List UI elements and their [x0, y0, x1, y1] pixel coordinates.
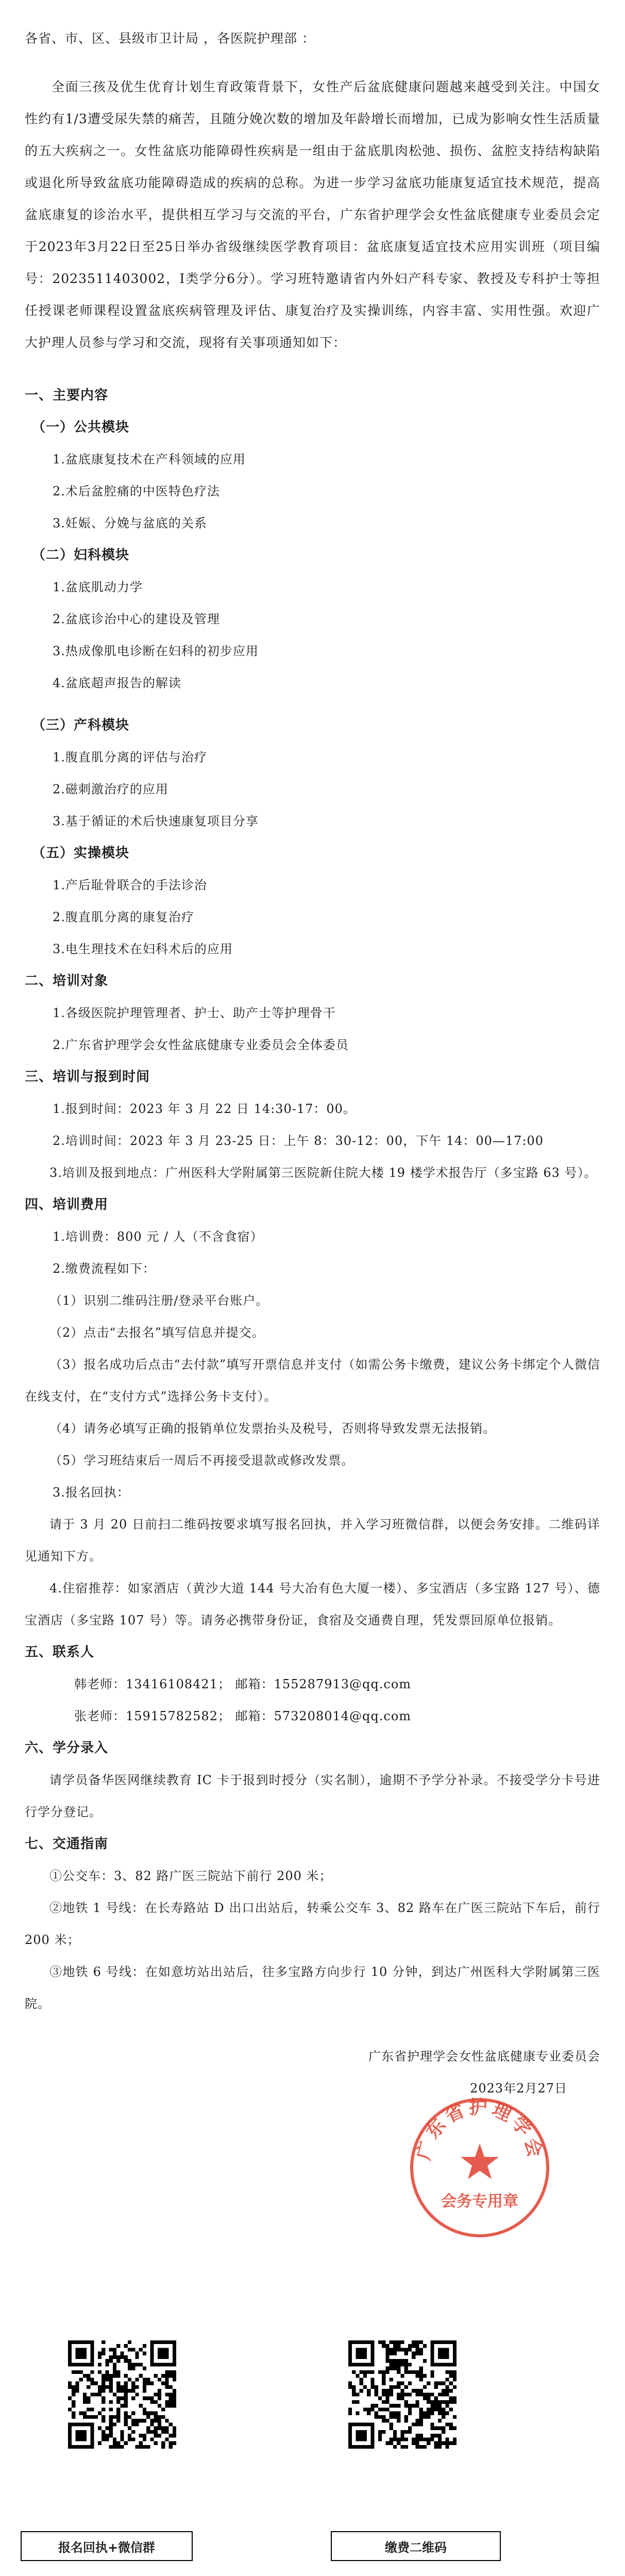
payment-qr-label: 缴费二维码 [331, 2531, 501, 2561]
salutation: 各省、市、区、县级市卫计局 ，各医院护理部 ： [25, 31, 315, 46]
qr-code-icon [348, 2340, 457, 2449]
fee-flow-step: （1）识别二维码注册/登录平台账户。 [49, 1293, 269, 1308]
list-item: 3.培训及报到地点：广州医科大学附属第三医院新住院大楼 19 楼学术报告厅（多宝路 63 号）。 [49, 1166, 597, 1180]
receipt-text: 请于 3 月 20 日前扫二维码按要求填写报名回执，并入学习班微信群，以便会务安排。二维码详见通知下方。 [25, 1517, 600, 1564]
transport-item: ③地铁 6 号线：在如意坊站出站后，往多宝路方向步行 10 分钟，到达广州医科大学附属第三医院。 [25, 1965, 600, 2011]
module-practice-title: （五）实操模块 [32, 845, 130, 861]
list-item: 3.妊娠、分娩与盆底的关系 [53, 516, 207, 530]
section-credit-title: 六、学分录入 [25, 1740, 109, 1756]
fee-line: 1.培训费：800 元 / 人（不含食宿） [53, 1229, 263, 1244]
list-item: 2.培训时间：2023 年 3 月 23-25 日：上午 8：30-12：00，下午 14：00—17:00 [53, 1134, 544, 1148]
list-item: 1.各级医院护理管理者、护士、助产士等护理骨干 [53, 1006, 336, 1020]
payment-qr-code[interactable] [348, 2340, 457, 2449]
list-item: 3.热成像肌电诊断在妇科的初步应用 [53, 644, 259, 658]
qr-code-icon [68, 2340, 176, 2449]
list-item: 1.产后耻骨联合的手法诊治 [53, 878, 207, 892]
intro-paragraph: 全面三孩及优生优育计划生育政策背景下，女性产后盆底健康问题越来越受到关注。中国女性约有1/3遭受尿失禁的痛苦，且随分娩次数的增加及年龄增长而增加，已成为影响女性生活质量的五大疾病之一。女性盆底功能障碍性疾病是一组由于盆底肌肉松弛、损伤、盆腔支持结构缺陷或退化所导致盆底功能障碍造成的疾病的总称。为进一步学习盆底功能康复适宜技术规范，提高盆底康复的诊治水平，提供相互学习与交流的平台，广东省护理学会女性盆底健康专业委员会定于2023年3月22日至25日举办省级继续医学教育项目：盆底康复适宜技术应用实训班（项目编号：2023511403002，I类学分6分）。学习班特邀请省内外妇产科专家、教授及专科护士等担任授课老师课程设置盆底疾病管理及评估、康复治疗及实操训练，内容丰富、实用性强。欢迎广大护理人员参与学习和交流，现将有关事项通知如下： [25, 79, 600, 350]
list-item: 3.基于循证的术后快速康复项目分享 [53, 814, 259, 828]
section-main-content-title: 一、主要内容 [25, 388, 109, 403]
contact-han: 韩老师：13416108421； 邮箱：155287913@qq.com [74, 1677, 412, 1691]
official-seal-stamp [405, 2093, 554, 2242]
credit-text: 请学员备华医网继续教育 IC 卡于报到时授分（实名制），逾期不予学分补录。不接受学分卡号进行学分登记。 [25, 1773, 600, 1819]
fee-flow-title: 2.缴费流程如下： [53, 1261, 156, 1276]
list-item: 2.盆底诊治中心的建设及管理 [53, 612, 220, 626]
list-item: 2.术后盆腔痛的中医特色疗法 [53, 484, 220, 498]
signature-date: 2023年2月27日 [470, 2081, 567, 2096]
fee-flow-step: （3）报名成功后点击“去付款”填写开票信息并支付（如需公务卡缴费，建议公务卡绑定个人微信在线支付，在“支付方式”选择公务卡支付）。 [25, 1357, 600, 1404]
list-item: 2.广东省护理学会女性盆底健康专业委员会全体委员 [53, 1038, 349, 1052]
section-transport-title: 七、交通指南 [25, 1836, 109, 1852]
module-public-title: （一）公共模块 [32, 420, 130, 435]
notice-content [25, 23, 600, 2104]
list-item: 1.腹直肌分离的评估与治疗 [53, 750, 207, 765]
fee-flow-step: （4）请务必填写正确的报销单位发票抬头及税号，否则将导致发票无法报销。 [49, 1421, 496, 1436]
transport-item: ①公交车：3、82 路广医三院站下前行 200 米； [49, 1869, 332, 1883]
section-contacts-title: 五、联系人 [25, 1644, 95, 1660]
signature-org: 广东省护理学会女性盆底健康专业委员会 [368, 2049, 600, 2064]
section-fee-title: 四、培训费用 [25, 1197, 109, 1212]
module-gynecology-title: （二）妇科模块 [32, 547, 130, 563]
fee-flow-step: （2）点击“去报名”填写信息并提交。 [49, 1325, 265, 1340]
list-item: 2.磁刺激治疗的应用 [53, 782, 168, 796]
receipt-title: 3.报名回执： [53, 1485, 130, 1500]
contact-zhang: 张老师：15915782582； 邮箱：573208014@qq.com [74, 1709, 412, 1723]
list-item: 1.盆底康复技术在产科领域的应用 [53, 452, 246, 467]
list-item: 3.电生理技术在妇科术后的应用 [53, 942, 233, 956]
registration-qr-label: 报名回执+微信群 [21, 2531, 193, 2561]
registration-qr-code[interactable] [68, 2340, 176, 2449]
module-obstetrics-title: （三）产科模块 [32, 718, 130, 733]
section-target-title: 二、培训对象 [25, 973, 109, 989]
seal-ring-text: 广东省护理学会 [413, 2097, 547, 2163]
transport-item: ②地铁 1 号线：在长寿路站 D 出口出站后，转乘公交车 3、82 路车在广医三院站下车后，前行 200 米； [25, 1901, 600, 1947]
list-item: 1.盆底肌动力学 [53, 580, 143, 594]
list-item: 4.盆底超声报告的解读 [53, 676, 181, 690]
section-time-title: 三、培训与报到时间 [25, 1069, 150, 1085]
seal-bottom-text: 会务专用章 [441, 2192, 518, 2211]
list-item: 2.腹直肌分离的康复治疗 [53, 910, 194, 924]
list-item: 1.报到时间：2023 年 3 月 22 日 14:30-17：00。 [53, 1102, 356, 1116]
lodging-text: 4.住宿推荐：如家酒店（黄沙大道 144 号大冶有色大厦一楼）、多宝酒店（多宝路 127 号）、德宝酒店（多宝路 107 号）等。请务必携带身份证，食宿及交通费自理，凭发票回原单位报销。 [25, 1581, 600, 1627]
fee-flow-step: （5）学习班结束后一周后不再接受退款或修改发票。 [49, 1453, 354, 1468]
